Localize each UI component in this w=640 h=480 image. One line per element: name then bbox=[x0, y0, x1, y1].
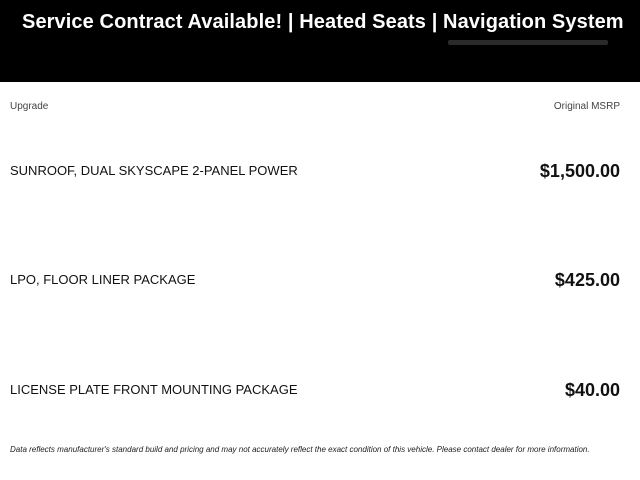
upgrade-price: $1,500.00 bbox=[539, 161, 620, 181]
banner-partial-text bbox=[448, 36, 608, 48]
upgrade-name: LICENSE PLATE FRONT MOUNTING PACKAGE bbox=[10, 382, 298, 397]
upgrade-price: $425.00 bbox=[554, 270, 620, 290]
upgrade-name: LPO, FLOOR LINER PACKAGE bbox=[10, 272, 196, 287]
feature-banner bbox=[0, 0, 640, 82]
upgrade-price: $40.00 bbox=[564, 380, 620, 400]
banner-partial-text-shape bbox=[448, 40, 608, 45]
column-header-upgrade: Upgrade bbox=[10, 101, 49, 112]
upgrade-name: SUNROOF, DUAL SKYSCAPE 2-PANEL POWER bbox=[10, 163, 298, 178]
column-header-msrp: Original MSRP bbox=[553, 101, 620, 112]
disclaimer-text: Data reflects manufacturer's standard build and pricing and may not accurately reflect the exact condition of this vehicle. Please contact dealer for more information. bbox=[10, 445, 590, 454]
banner-title: Service Contract Available! | Heated Seats | Navigation System bbox=[22, 11, 624, 33]
